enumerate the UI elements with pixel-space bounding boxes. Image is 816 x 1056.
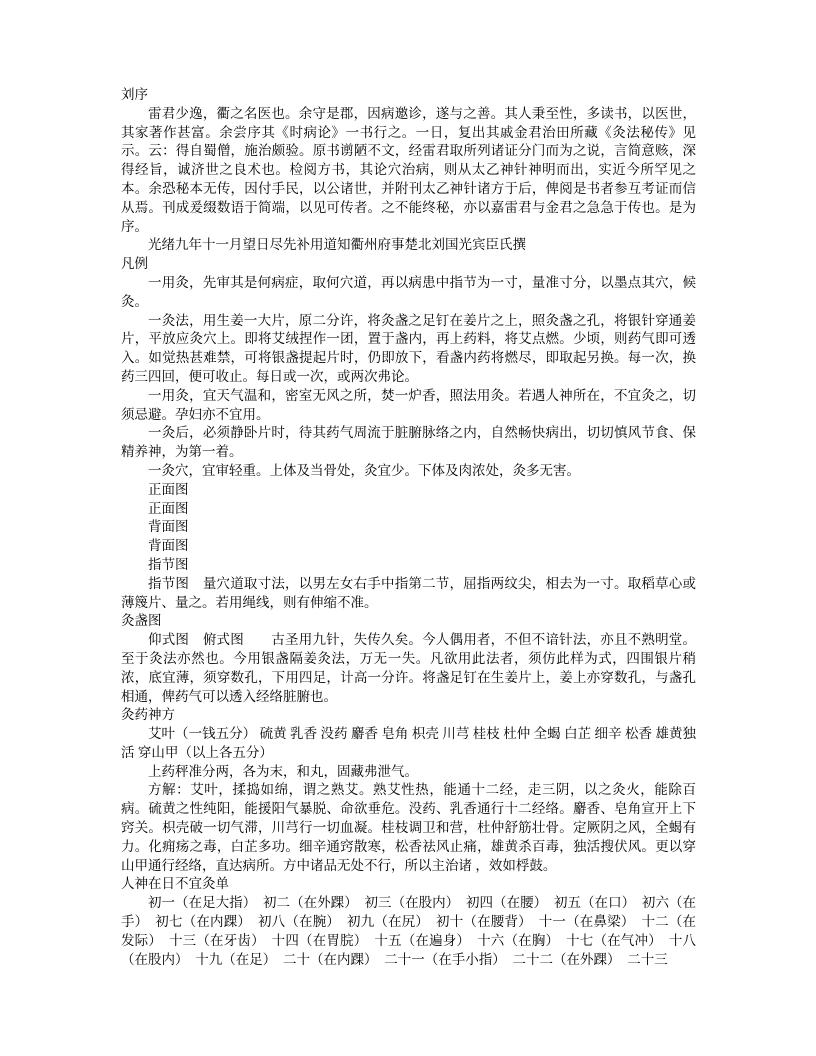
paragraph-formula-preparation: 上药秤准分两，各为末，和丸，固藏弗泄气。 <box>148 763 418 779</box>
figure-label-front-view-2: 正面图 <box>148 500 189 516</box>
paragraph-formula-explanation: 方解：艾叶，揉捣如绵，谓之熟艾。熟艾性热，能通十二经，走三阴，以之灸火，能除百病。硫黄之性纯阳，能援阳气暴脱、命欲垂危。没药、乳香通行十二经络。麝香、皂角宣开上下窍关。枳壳破一切气滞，川芎行一切血凝。桂枝调卫和营，杜仲舒筋壮骨。定厥阴之风，全蝎有力。化痈疡之毒，白芷多功。细辛通窍散寒，松香祛风止痛，雄黄杀百毒，独活搜伏风。更以穿山甲通行经络，直达病所。方中诸品无处不行，所以主治诸 ，效如桴鼓。 <box>121 782 696 873</box>
paragraph-preface-body: 雷君少逸，衢之名医也。余守是郡，因病邀诊，遂与之善。其人秉至性，多读书，以医世，其家著作甚富。余尝序其《时病论》一书行之。一日，复出其戚金君治田所藏《灸法秘传》见示。云：得自蜀僧，施治颇验。原书谫陋不文，经雷君取所列诸证分门而为之说，言简意赅，深得经旨，诚济世之良术也。检阅方书，其论穴治病，则从太乙神针神明而出，实近今所罕见之本。余恐秘本无传，因付手民，以公诸世，并附刊太乙神针诸方于后，俾阅是书者参互考证而信从焉。刊成爰缀数语于简端，以见可传者。之不能终秘，亦以嘉雷君与金君之急急于传也。是为序。 <box>121 105 696 234</box>
figure-label-back-view-1: 背面图 <box>148 519 189 535</box>
figure-label-front-view-1: 正面图 <box>148 481 189 497</box>
paragraph-renshen-days-list: 初一（在足大指） 初二（在外踝） 初三（在股内） 初四（在腰） 初五（在口） 初六（在手） 初七（在内踝） 初八（在腕） 初九（在尻） 初十（在腰背） 十一（在鼻梁） 十二（在发际） 十三（在牙齿） 十四（在胃脘） 十五（在遍身） 十六（在胸） 十七（在气冲） 十八（在股内） 十九（在足） 二十（在内踝） 二十一（在手小指） 二十二（在外踝） 二十三 <box>121 895 696 967</box>
paragraph-finger-joint-caption: 指节图 量穴道取寸法，以男左女右手中指第二节，屈指两纹尖，相去为一寸。取稻草心或薄篾片、量之。若用绳线，则有伸缩不准。 <box>121 575 696 610</box>
paragraph-fanli-4: 一灸后，必须静卧片时，待其药气周流于脏腑脉络之内，自然畅快病出，切切慎风节食、保精养神，为第一着。 <box>121 425 696 460</box>
heading-moxa-cup-figure: 灸盏图 <box>121 613 162 629</box>
heading-liu-preface: 刘序 <box>121 87 148 102</box>
figure-label-finger-joint: 指节图 <box>148 556 189 572</box>
paragraph-fanli-3: 一用灸，宜天气温和，密室无风之所，焚一炉香，照法用灸。若遇人神所在，不宜灸之，切须忌避。孕妇亦不宜用。 <box>121 387 696 422</box>
paragraph-fanli-1: 一用灸，先审其是何病症，取何穴道，再以病患中指节为一寸，量准寸分，以墨点其穴，候灸。 <box>121 274 696 309</box>
paragraph-fanli-5: 一灸穴，宜审轻重。上体及当骨处，灸宜少。下体及肉浓处，灸多无害。 <box>148 462 580 478</box>
figure-label-back-view-2: 背面图 <box>148 538 189 554</box>
heading-moxa-formula: 灸药神方 <box>121 707 175 723</box>
paragraph-moxa-cup-caption: 仰式图 俯式图 古圣用九针，失传久矣。今人偶用者，不但不谙针法，亦且不熟明堂。至于灸法亦然也。今用银盏隔姜灸法，万无一失。凡欲用此法者，须仿此样为式，四围银片稍浓，底宜薄，须穿数孔，下用四足，计高一分许。将盏足钉在生姜片上，姜上亦穿数孔，与盏孔相通，俾药气可以透入经络脏腑也。 <box>121 632 696 704</box>
heading-fanli: 凡例 <box>121 256 148 272</box>
paragraph-formula-ingredients: 艾叶（一钱五分） 硫黄 乳香 没药 麝香 皂角 枳壳 川芎 桂枝 杜仲 全蝎 白芷 细辛 松香 雄黄独活 穿山甲（以上各五分） <box>121 726 696 760</box>
paragraph-preface-signature: 光绪九年十一月望日尽先补用道知衢州府事楚北刘国光宾臣氏撰 <box>148 237 526 253</box>
paragraph-fanli-2: 一灸法，用生姜一大片，原二分许，将灸盏之足钉在姜片之上，照灸盏之孔，将银针穿通姜片，平放应灸穴上。即将艾绒捏作一团，置于盏内，再上药料，将艾点燃。少顷，则药气即可透入。如觉热甚难禁，可将银盏提起片时，仍即放下，看盏内药将燃尽，即取起另换。每一次，换药三四回，便可收止。每日或一次，或两次弗论。 <box>121 312 696 384</box>
heading-renshen-days: 人神在日不宜灸单 <box>121 876 229 892</box>
